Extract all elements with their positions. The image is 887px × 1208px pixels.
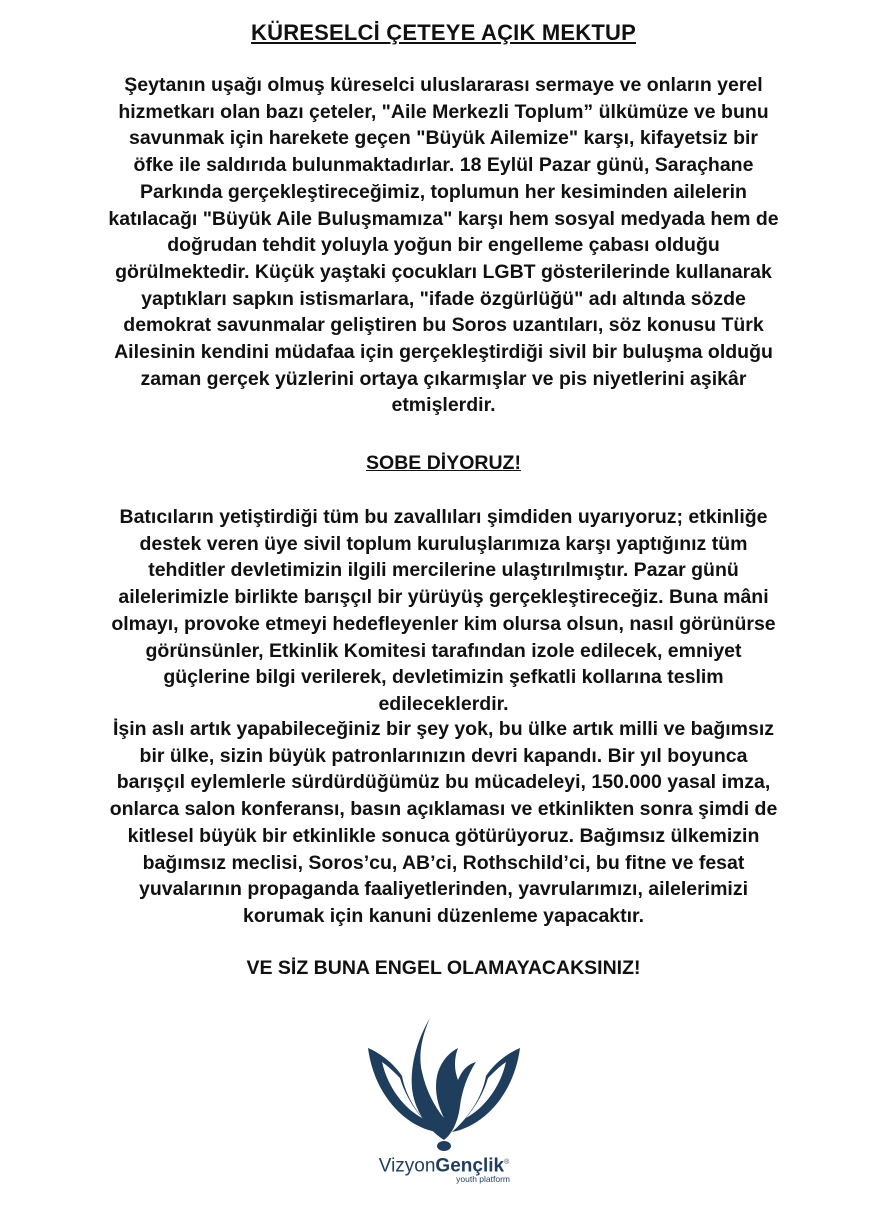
section-heading: SOBE DİYORUZ! bbox=[366, 452, 521, 474]
brand-name-light: Vizyon bbox=[378, 1155, 436, 1177]
text-line: doğrudan tehdit yoluyla yoğun bir engelleme çabası olduğu bbox=[167, 234, 720, 257]
text-line: Şeytanın uşağı olmuş küreselci uluslararası sermaye ve onların yerel bbox=[124, 74, 763, 96]
brand-name-bold: Gençlik bbox=[435, 1155, 505, 1177]
text-line: kitlesel büyük bir etkinlikle sonuca götürüyoruz. Bağımsız ülkemizin bbox=[127, 824, 760, 847]
paragraph-3 bbox=[28, 716, 859, 930]
paragraph-2 bbox=[28, 504, 859, 718]
text-line: yuvalarının propaganda faaliyetlerinden, yavrularımızı, ailelerimizi bbox=[138, 878, 749, 901]
text-line: bağımsız meclisi, Soros’cu, AB’ci, Rothschild’ci, bu fitne ve fesat bbox=[142, 851, 745, 874]
text-line: korumak için kanuni düzenleme yapacaktır. bbox=[243, 904, 644, 927]
text-line: Batıcıların yetiştirdiği tüm bu zavallıları şimdiden uyarıyoruz; etkinliğe bbox=[119, 506, 768, 528]
letter-title: KÜRESELCİ ÇETEYE AÇIK MEKTUP bbox=[251, 20, 636, 45]
text-line: tehditler devletimizin ilgili mercilerine ulaştırılmıştır. Pazar günü bbox=[148, 559, 739, 582]
text-line: görülmektedir. Küçük yaştaki çocukları LGBT gösterilerinde kullanarak bbox=[115, 260, 772, 283]
brand-tagline: youth platform bbox=[456, 1174, 510, 1184]
vizyon-genclik-logo bbox=[364, 1014, 524, 1194]
trademark-symbol: ® bbox=[504, 1159, 510, 1166]
text-line: yaptıkları sapkın istismarlara, "ifade özgürlüğü" adı altında sözde bbox=[141, 287, 746, 310]
text-line: İşin aslı artık yapabileceğiniz bir şey yok, bu ülke artık milli ve bağımsız bbox=[112, 718, 775, 740]
text-line: öfke ile saldırıda bulunmaktadırlar. 18 Eylül Pazar günü, Saraçhane bbox=[133, 154, 754, 177]
text-line: olmayı, provoke etmeyi hedefleyenler kim olursa olsun, nasıl görünürse bbox=[111, 612, 776, 635]
closing-statement: VE SİZ BUNA ENGEL OLAMAYACAKSINIZ! bbox=[246, 957, 641, 979]
text-line: görünsünler, Etkinlik Komitesi tarafından izole edilecek, emniyet bbox=[145, 639, 742, 662]
text-line: Parkında gerçekleştireceğimiz, toplumun her kesiminden ailelerin bbox=[140, 180, 747, 203]
text-line: hizmetkarı olan bazı çeteler, "Aile Merkezli Toplum” ülkümüze ve bunu bbox=[118, 100, 769, 123]
text-line: bir ülke, sizin büyük patronlarınızın devri kapandı. Bir yıl boyunca bbox=[139, 744, 748, 767]
text-line: zaman gerçek yüzlerini ortaya çıkarmışlar ve pis niyetlerini aşikâr bbox=[140, 367, 747, 390]
text-line: güçlerine bilgi verilerek, devletimizin şefkatli kollarına teslim bbox=[163, 666, 724, 689]
text-line: demokrat savunmalar geliştiren bu Soros uzantıları, söz konusu Türk bbox=[123, 314, 764, 337]
text-line: edileceklerdir. bbox=[378, 692, 509, 715]
text-line: katılacağı "Büyük Aile Buluşmamıza" karşı hem sosyal medyada hem de bbox=[108, 207, 779, 230]
flame-lotus-icon bbox=[364, 1014, 524, 1154]
text-line: etmişlerdir. bbox=[391, 394, 496, 417]
text-line: ailelerimizle birlikte barışçıl bir yürüyüş gerçekleştireceğiz. Buna mâni bbox=[118, 586, 769, 609]
text-line: savunmak için harekete geçen "Büyük Ailemize" karşı, kifayetsiz bir bbox=[128, 127, 759, 150]
text-line: destek veren üye sivil toplum kuruluşlarımıza karşı yaptığınız tüm bbox=[139, 532, 748, 555]
text-line: Ailesinin kendini müdafaa için gerçekleştirdiği sivil bir buluşma olduğu bbox=[114, 341, 773, 364]
text-line: barışçıl eylemlerle sürdürdüğümüz bu mücadeleyi, 150.000 yasal imza, bbox=[116, 771, 771, 794]
paragraph-1 bbox=[28, 72, 859, 419]
text-line: onlarca salon konferansı, basın açıklaması ve etkinlikten sonra şimdi de bbox=[109, 798, 778, 821]
